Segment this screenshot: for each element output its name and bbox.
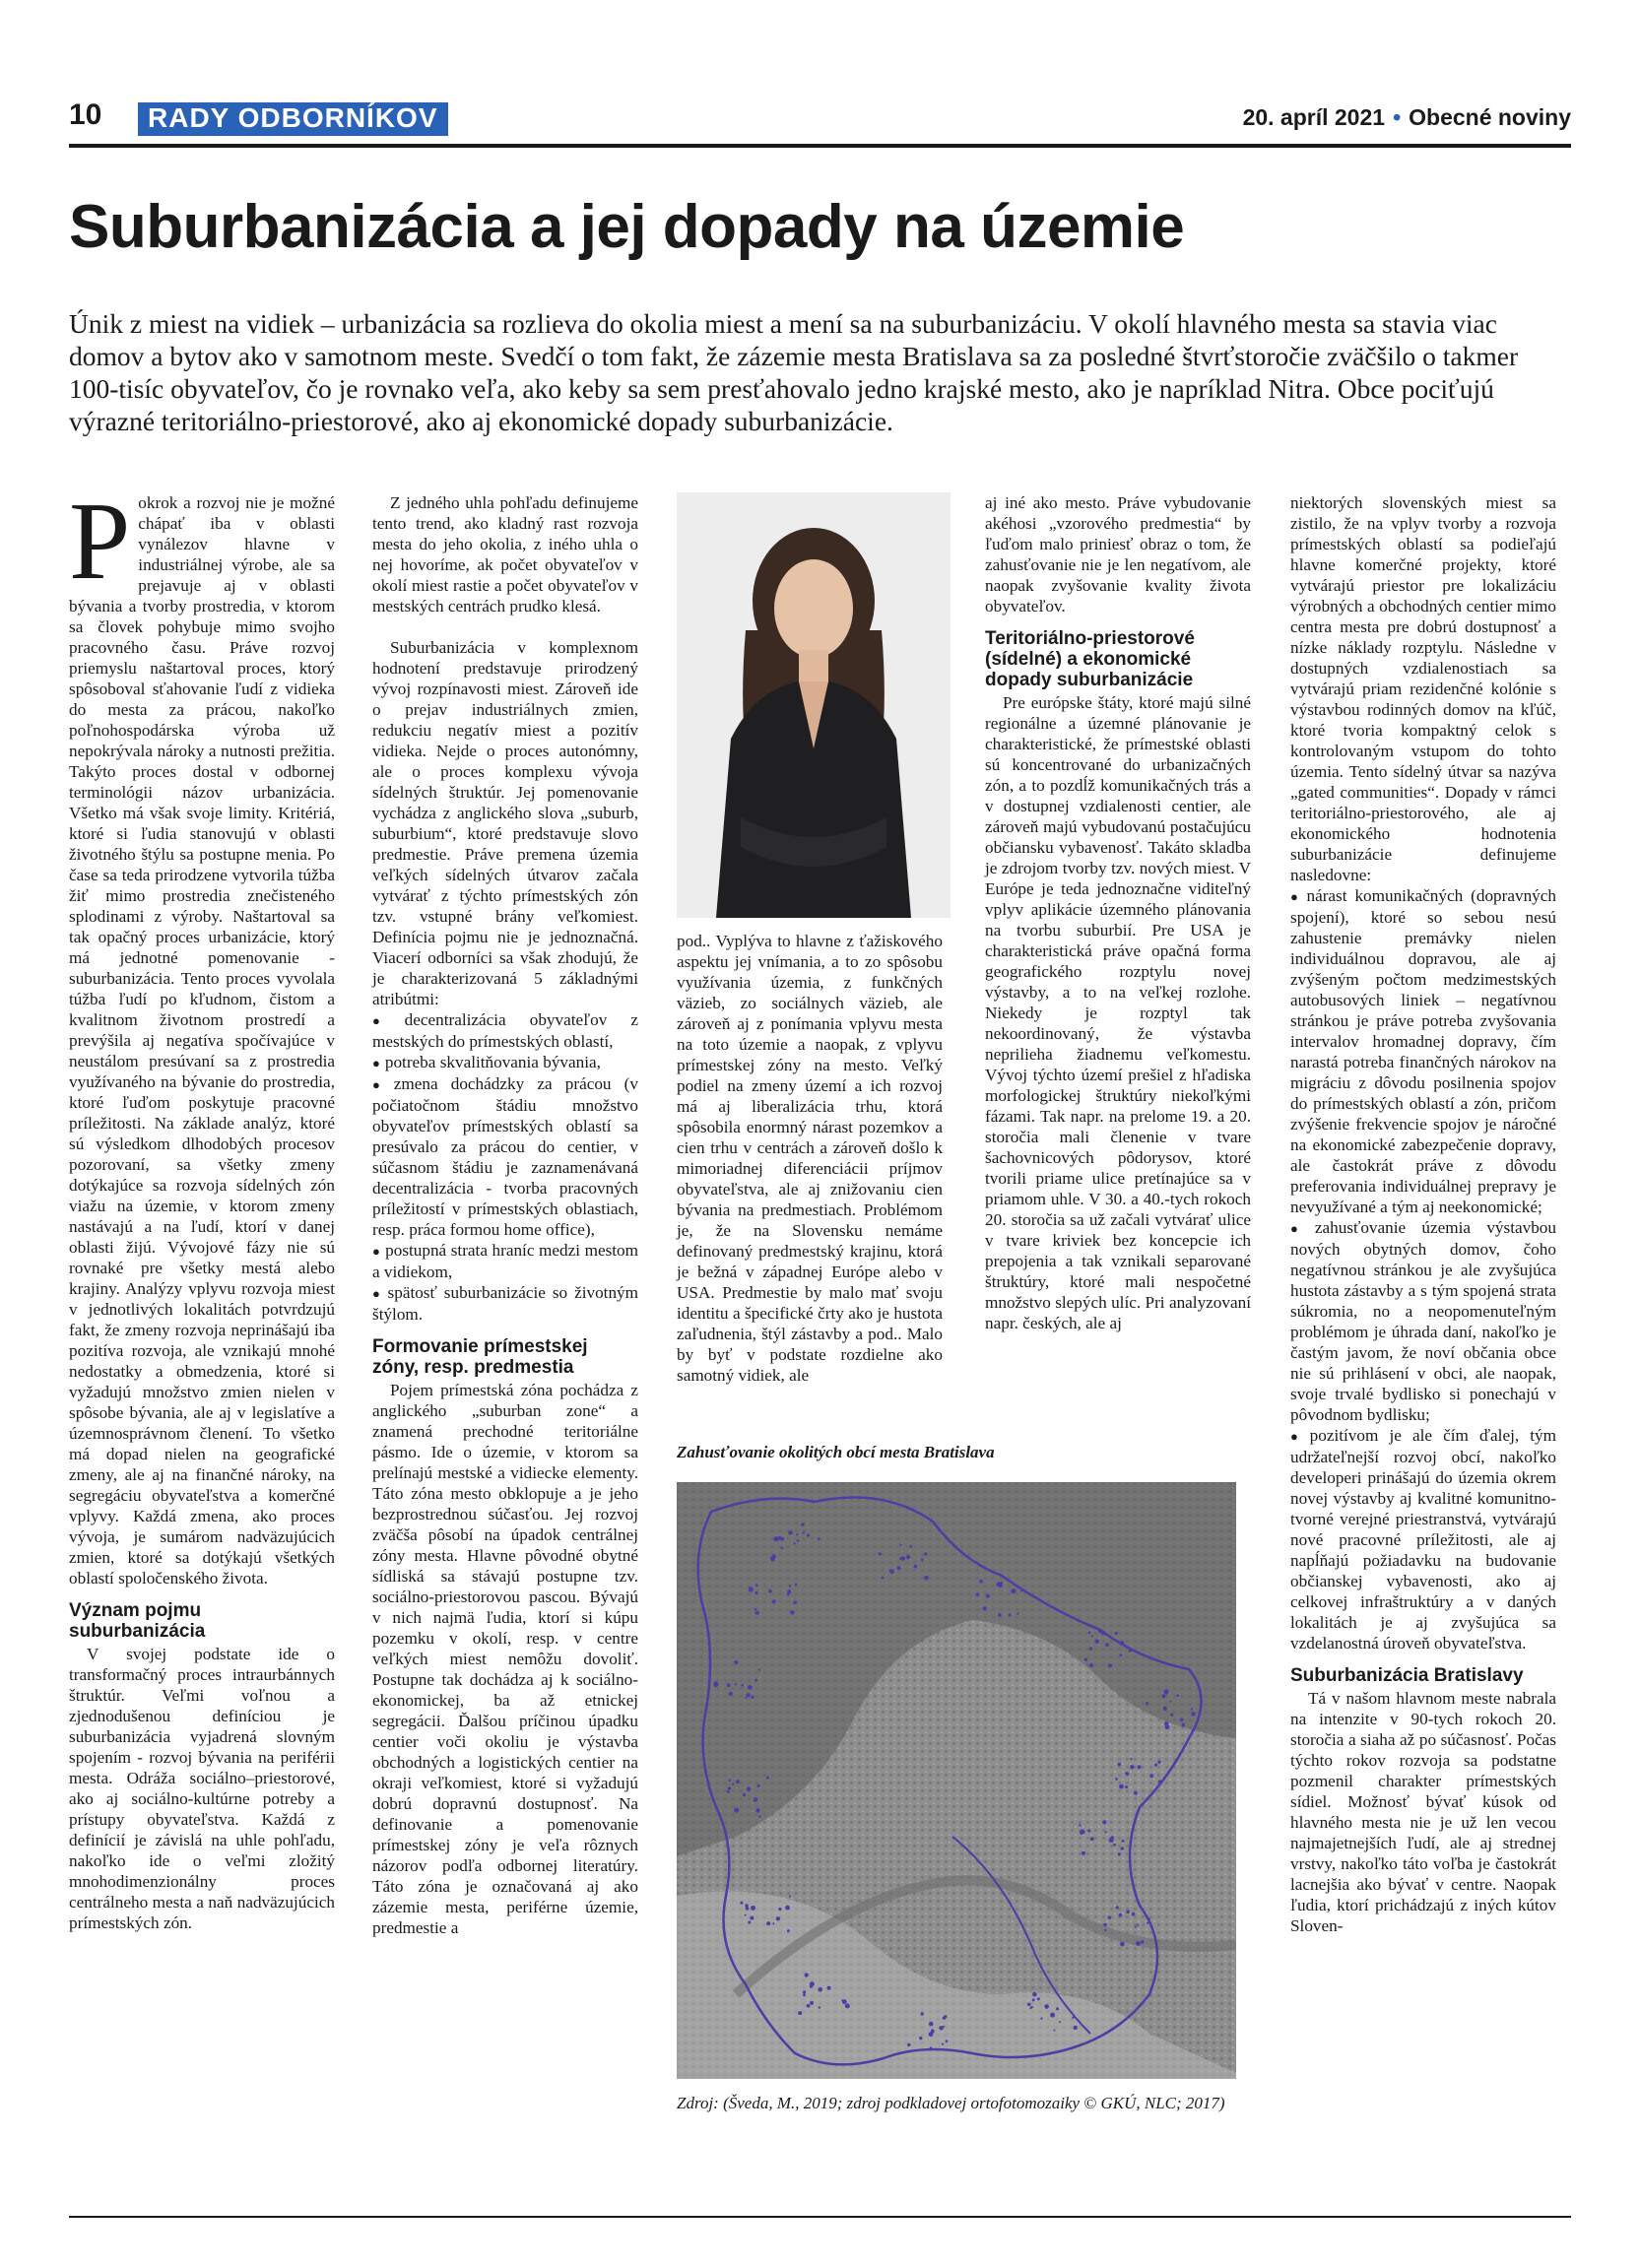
settlement-dot xyxy=(1116,1906,1119,1909)
settlement-dot xyxy=(998,1613,1002,1617)
settlement-dot xyxy=(1146,1702,1148,1705)
settlement-dot xyxy=(1079,1824,1081,1826)
settlement-dot xyxy=(774,1536,779,1541)
settlement-dot xyxy=(1105,1643,1109,1647)
settlement-dot xyxy=(1115,1778,1118,1781)
settlement-dot xyxy=(735,1683,737,1685)
settlement-dot xyxy=(1137,1924,1139,1926)
settlement-dot xyxy=(1129,1649,1132,1652)
col1-paragraph-1-text: okrok a rozvoj nie je možné chápať iba v oblasti vynálezov hlavne v industriálnej výrobe, ale sa prejavuje aj v oblasti bývania a tvorby prostredia, v ktorom sa človek pohybuje mimo svojho pracovného času. Práve rozvoj priemyslu naštartoval proces, ktorý spôsoboval sťahovanie ľudí z vidieka do mesta za prácou, nakoľko poľnohospodárska výroba už nepokrývala nároky a nutnosti prežitia. Takýto proces dostal v odbornej terminológii názov urbanizácia. Všetko má však svoje limity. Kritériá, ktoré si ľudia stanovujú v oblasti životného štýlu sa postupne menia. Po čase sa teda prirodzene vytvorila túžba žiť mimo prostredia znečisteného splodinami z výroby. Naštartoval sa tak opačný proces urbanizácie, ktorý má jednotné pomenovanie - suburbanizácia. Tento proces vyvolala túžba ľudí po kľudnom, čistom a kvalitnom životnom prostredí a prevýšila aj negatíva spočívajúce v neustálom presúvaní sa z prostredia využívaného na bývanie do prostredia, ktoré ľuďom poskytuje pracovné príležitosti. Na základe analýz, ktoré sú výsledkom dlhodobých procesov pozorovaní, sa všetky zmeny dotýkajúce sa rozvoja sídelných zón viažu na územie, v ktorom zmeny nastávajú a na ľudí, ktorí v danej oblasti žijú. Vývojové fázy nie sú rovnaké pre všetky mestá alebo krajiny. Analýzy vplyvu rozvoja miest v jednotlivých lokalitách potvrdzujú fakt, že zmeny rozvoja neprinášajú iba pozitíva rozvoja, ale vznikajú mnohé nedostatky a obmedzenia, ktoré si vyžadujú množstvo zmien nielen v spôsobe bývania, ale aj v legislatíve a územnosprávnom členení. To všetko má dopad nielen na geografické zmeny, ale aj na finančné nároky, na segregáciu obyvateľstva a komerčné vplyvy. Každá zmena, ako proces vývoja, je sumárom nadväzujúcich zmien, ktoré sa dotýkajú všetkých oblastí spoločenského života. xyxy=(69,493,335,1588)
settlement-dot xyxy=(797,1539,800,1542)
settlement-dot xyxy=(810,1981,815,1986)
settlement-dot xyxy=(755,1611,759,1615)
settlement-dot xyxy=(1056,2007,1059,2010)
settlement-dot xyxy=(1191,1709,1193,1711)
settlement-dot xyxy=(1032,1992,1037,1997)
settlement-dot xyxy=(745,1697,747,1699)
settlement-dot xyxy=(946,2040,949,2042)
settlement-dot xyxy=(1098,1629,1102,1633)
portrait-image xyxy=(677,492,951,918)
settlement-dot xyxy=(1017,1587,1018,1588)
settlement-dot xyxy=(1027,2003,1031,2007)
page-number: 10 xyxy=(69,98,102,131)
settlement-dot xyxy=(930,2046,932,2048)
separator-dot: • xyxy=(1393,104,1402,130)
settlement-dot xyxy=(787,1929,790,1932)
settlement-dot xyxy=(751,1906,755,1911)
settlement-dot xyxy=(1177,1694,1180,1697)
settlement-dot xyxy=(986,1594,990,1598)
settlement-dot xyxy=(1163,1707,1167,1711)
settlement-dot xyxy=(758,1816,760,1818)
settlement-dot xyxy=(1135,1926,1137,1928)
settlement-dot xyxy=(1102,1820,1106,1824)
map-figure xyxy=(677,1482,1236,2079)
settlement-dot xyxy=(897,1566,901,1570)
settlement-dot xyxy=(879,1552,882,1555)
settlement-dot xyxy=(1113,1844,1116,1847)
settlement-dot xyxy=(729,1780,732,1782)
col3-paragraph-1: pod.. Vyplýva to hlavne z ťažiskového aspektu jej vnímania, a to zo spôsobu využívania územia, z funkčných väzieb, zo sociálnych väzieb, ale zároveň aj z ponímania vplyvu mesta na toto územie a naopak, z vplyvu prímestskej zóny na mesto. Veľký podiel na zmeny území a ich rozvoj má aj liberalizácia trhu, ktorá spôsobila enormný nárast pozemkov a cien trhu v centrách a zároveň došlo k mimoriadnej diferenciácii príjmov obyvateľstva, ale aj znižovaniu cien bývania na predmestiach. Problémom je, že na Slovensku nemáme definovaný predmestský krajinu, ktorá je bežná v západnej Európe alebo v USA. Predmestie by malo mať svoju identitu a špecifické črty ako je hustota zaľudnenia, štýl zástavby a pod.. Malo by byť v podstate rozdielne ako samotný vidiek, ale xyxy=(677,932,943,1385)
subheading-vyznam: Význam pojmu suburbanizácia xyxy=(69,1600,206,1642)
settlement-dot xyxy=(939,2026,943,2030)
settlement-dot xyxy=(787,1593,790,1596)
settlement-dot xyxy=(789,1585,791,1587)
settlement-dot xyxy=(1126,1911,1130,1914)
settlement-dot xyxy=(1180,1718,1184,1722)
settlement-dot xyxy=(1118,1852,1121,1855)
settlement-dot xyxy=(754,1679,757,1682)
settlement-dot xyxy=(907,2043,910,2046)
subheading-formovanie: Formovanie prímestskej zóny, resp. predmestia xyxy=(372,1336,588,1378)
settlement-dot xyxy=(754,1608,757,1611)
settlement-dot xyxy=(1094,1640,1099,1645)
settlement-dot xyxy=(788,1530,793,1535)
settlement-dot xyxy=(1148,1917,1150,1920)
settlement-dot xyxy=(944,2015,947,2018)
settlement-dot xyxy=(755,1808,759,1812)
settlement-dot xyxy=(1170,1714,1173,1717)
settlement-dot xyxy=(793,1542,795,1544)
settlement-dot xyxy=(1119,1913,1123,1917)
settlement-dot xyxy=(1017,1613,1018,1615)
settlement-dot xyxy=(1040,2018,1042,2020)
settlement-dot xyxy=(1110,1836,1114,1840)
settlement-dot xyxy=(1130,1758,1132,1760)
list-item: ● nárast komunikačných (dopravných spojení), ktoré so sebou nesú zahustenie premávky nielen individuálnou dopravou, ale aj zvýšeným počtom medzimestských autobusových liniek – negatívnou stránkou je práve potreba zvyšovania intervalov hromadnej dopravy, čím narastá potreba finančných nárokov na migráciu z dôvodu posilnenia spojov do prímestských oblastí a zón, pričom zvýšenie frekvencie spojov je náročné na ekonomické zabezpečenie dopravy, ale častokrát práve z dôvodu preferovania individuálnej prepravy je nevyužívané a tým aj neekonomické; xyxy=(1290,885,1556,1217)
settlement-dot xyxy=(736,1780,740,1783)
settlement-dot xyxy=(748,1921,751,1924)
drop-cap: P xyxy=(69,481,131,603)
settlement-dot xyxy=(1009,1613,1012,1616)
settlement-dot xyxy=(793,1600,797,1604)
impact-list xyxy=(1290,885,1556,1653)
settlement-dot xyxy=(1108,1663,1112,1667)
settlement-dot xyxy=(1087,1830,1090,1833)
settlement-dot xyxy=(768,1589,772,1593)
settlement-dot xyxy=(803,1990,806,1993)
settlement-dot xyxy=(776,1916,780,1920)
settlement-dot xyxy=(1059,2021,1061,2023)
settlement-dot xyxy=(1119,1641,1124,1646)
settlement-dot xyxy=(1125,1773,1127,1775)
settlement-dot xyxy=(921,2012,924,2015)
settlement-dot xyxy=(845,2003,850,2008)
settlement-dot xyxy=(743,1793,746,1796)
settlement-dot xyxy=(983,1606,987,1610)
settlement-dot xyxy=(790,1610,795,1615)
settlement-dot xyxy=(803,1993,806,1996)
settlement-dot xyxy=(772,1599,776,1603)
settlement-dot xyxy=(746,1907,750,1911)
settlement-dot xyxy=(729,1692,733,1696)
settlement-dot xyxy=(1030,2006,1032,2008)
settlement-dot xyxy=(979,1580,983,1584)
col2-paragraph-1: Z jedného uhla pohľadu definujeme tento trend, ako kladný rast rozvoja mesta do jeho okolia, z iného uhla o nej hovoríme, ak počet obyvateľov v okolí miest rastie a počet obyvateľov v mestských centrách prudko klesá. xyxy=(372,493,638,616)
settlement-dot xyxy=(1130,1765,1134,1769)
settlement-dot xyxy=(781,1547,784,1550)
settlement-dot xyxy=(1141,1940,1144,1943)
settlement-dot xyxy=(772,1922,774,1924)
settlement-dot xyxy=(727,1683,731,1687)
settlement-dot xyxy=(742,1684,745,1687)
settlement-dot xyxy=(929,2022,934,2027)
settlement-dot xyxy=(750,1916,754,1920)
settlement-dot xyxy=(1158,1780,1161,1782)
col1-paragraph-2: V svojej podstate ide o transformačný proces intraurbánnych štruktúr. Veľmi voľnou a zjednodušenou definíciou je suburbanizácia vyjadrená slovným spojením - rozvoj bývania na periférii mesta. Odráža sociálno–priestorové, ako aj sociálno-kultúrne potreby a prístupy obyvateľstva. Každá z definícií je závislá na uhle pohľadu, nakoľko ide o veľmi zložitý mnohodimenzionálny proces centrálneho mesta a naň nadväzujúcich prímestských zón. xyxy=(69,1645,335,1932)
settlement-dot xyxy=(1011,1588,1016,1593)
subheading-bratislava: Suburbanizácia Bratislavy xyxy=(1290,1665,1524,1686)
settlement-dot xyxy=(1082,1851,1085,1855)
settlement-dot xyxy=(1089,1663,1093,1667)
settlement-dot xyxy=(899,1544,901,1546)
settlement-dot xyxy=(1115,1632,1118,1635)
column-5 xyxy=(1290,492,1556,2206)
settlement-dot xyxy=(755,1584,758,1587)
section-label: RADY ODBORNÍKOV xyxy=(138,102,448,136)
settlement-dot xyxy=(1169,1701,1171,1703)
settlement-dot xyxy=(1161,1694,1165,1698)
settlement-dot xyxy=(1136,1941,1141,1946)
issue-info xyxy=(1243,104,1571,131)
settlement-dot xyxy=(1132,1912,1136,1916)
settlement-dot xyxy=(906,1555,910,1559)
column-1 xyxy=(69,481,335,2206)
list-item: ● pozitívom je ale čím ďalej, tým udržateľnejší rozvoj obcí, nakoľko developeri prinášajú do územia okrem novej výstavby aj kvalitné komunitno-tvorné verejné priestranstvá, vytvárajú nové pracovné príležitosti, ale aj napĺňajú požiadavku na budovanie občianskej vybavenosti, ako aj celkovej infraštruktúry a v daných lokalitách je aj zvyšujúca sa vzdelanostná úroveň obyvateľstva. xyxy=(1290,1425,1556,1653)
list-item: ● potreba skvalitňovania bývania, xyxy=(372,1052,638,1073)
settlement-dot xyxy=(801,1523,805,1526)
settlement-dot xyxy=(745,1914,747,1916)
settlement-dot xyxy=(805,1973,809,1976)
list-item: ● spätosť suburbanizácie so životným štýlom. xyxy=(372,1282,638,1325)
map-source: Zdroj: (Šveda, M., 2019; zdroj podkladovej ortofotomozaiky © GKÚ, NLC; 2017) xyxy=(677,2094,1225,2112)
settlement-dot xyxy=(1182,1723,1186,1727)
column-2 xyxy=(372,492,638,2206)
settlement-dot xyxy=(749,1588,754,1592)
settlement-dot xyxy=(1103,1923,1106,1926)
settlement-dot xyxy=(789,1896,791,1898)
attribute-list xyxy=(372,1009,638,1325)
settlement-dot xyxy=(1120,1942,1125,1947)
settlement-dot xyxy=(1154,1764,1157,1767)
settlement-dot xyxy=(931,2030,935,2034)
settlement-dot xyxy=(1118,1763,1122,1767)
settlement-dot xyxy=(1072,2017,1074,2019)
settlement-dot xyxy=(1149,1774,1153,1778)
settlement-dot xyxy=(756,1784,759,1787)
settlement-dot xyxy=(1122,1840,1125,1843)
settlement-dot xyxy=(758,1669,760,1671)
list-item: ● zmena dochádzky za prácou (v počiatočnom štádiu množstvo obyvateľov prímestských oblastí sa presúvalo za prácou do centier, v súčasnom štádiu je zaznamenávaná decentralizácia - tvorba pracovných príležitostí v prímestských oblastiach, resp. práca formou home office), xyxy=(372,1073,638,1240)
settlement-dot xyxy=(1121,1847,1124,1849)
headline: Suburbanizácia a jej dopady na územie xyxy=(69,193,1185,261)
settlement-dot xyxy=(827,1986,831,1990)
orthophoto-map xyxy=(677,1482,1236,2079)
settlement-dot xyxy=(802,1531,805,1534)
settlement-dot xyxy=(747,1787,752,1792)
settlement-dot xyxy=(1104,1831,1106,1833)
author-photo xyxy=(677,492,951,918)
settlement-dot xyxy=(899,1557,902,1560)
settlement-dot xyxy=(1192,1714,1194,1716)
settlement-dot xyxy=(1050,2013,1055,2018)
settlement-dot xyxy=(1104,1929,1106,1931)
settlement-dot xyxy=(1000,1582,1003,1585)
column-4 xyxy=(985,492,1251,1438)
settlement-dot xyxy=(728,1786,732,1790)
col1-paragraph-1 xyxy=(69,481,335,1588)
settlement-dot xyxy=(1090,1837,1094,1841)
issue-date: 20. apríl 2021 xyxy=(1242,104,1386,130)
settlement-dot xyxy=(766,1777,769,1780)
settlement-dot xyxy=(748,1685,753,1690)
header-rule xyxy=(69,144,1571,148)
settlement-dot xyxy=(1119,1653,1122,1656)
settlement-dot xyxy=(713,1682,718,1687)
settlement-dot xyxy=(943,2026,945,2028)
settlement-dot xyxy=(754,1800,755,1802)
settlement-dot xyxy=(1091,1636,1093,1638)
settlement-dot xyxy=(754,1591,757,1594)
settlement-dot xyxy=(919,2037,922,2040)
map-caption: Zahusťovanie okolitých obcí mesta Bratislava xyxy=(677,1443,995,1461)
page-header xyxy=(69,98,1571,142)
settlement-dot xyxy=(1138,1765,1142,1769)
settlement-dot xyxy=(819,2006,820,2008)
settlement-dot xyxy=(1044,2004,1049,2009)
subheading-teritorialno: Teritoriálno-priestorové (sídelné) a ekonomické dopady suburbanizácie xyxy=(985,628,1195,690)
settlement-dot xyxy=(921,1558,924,1561)
col5-paragraph-1: niektorých slovenských miest sa zistilo, že na vplyv tvorby a rozvoja prímestských oblastí sa podieľajú hlavne komerčné projekty, ktoré vytvárajú priestor pre lokalizáciu výrobných a obchodných centier mimo centra mesta pre dobrú dostupnosť a nízke náklady rozptylu. Následne v dostupných vzdialenostiach sa vytvárajú priam rezidenčné kolónie s výstavbou rodinných domov na kľúč, ktoré tvoria kompaktný celok s kontrolovaným vstupom do tohto územia. Tento sídelný útvar sa nazýva „gated communities“. Dopady v rámci teritoriálno-priestorového, ale aj ekonomického hodnotenia suburbanizácie definujeme nasledovne: xyxy=(1290,493,1556,884)
settlement-dot xyxy=(778,1908,781,1911)
settlement-dot xyxy=(807,2004,811,2008)
settlement-dot xyxy=(924,1552,927,1555)
settlement-dot xyxy=(810,2001,814,2005)
settlement-dot xyxy=(1147,1922,1148,1924)
settlement-dot xyxy=(778,1536,782,1540)
settlement-dot xyxy=(1037,1997,1040,2000)
settlement-dot xyxy=(798,2011,802,2015)
settlement-dot xyxy=(746,1693,750,1697)
settlement-dot xyxy=(785,1906,790,1911)
settlement-dot xyxy=(734,1808,739,1813)
settlement-dot xyxy=(1032,1998,1035,2001)
settlement-dot xyxy=(740,1902,743,1905)
settlement-dot xyxy=(734,1661,736,1663)
settlement-dot xyxy=(889,1569,894,1574)
col2-paragraph-3: Pojem prímestská zóna pochádza z anglického „suburban zone“ a znamená prechodné teritoriálne pásmo. Ide o územie, v ktorom sa prelínajú mestské a vidiecke elementy. Táto zóna mesto obklopuje a je jeho bezprostrednou súčasťou. Jej rozvoj zväčša pôsobí na úpadok centrálnej zóny mesta. Hlavne pôvodné obytné sídliská sa stávajú postupne tzv. sociálno-priestorovou pascou. Bývajú v nich najmä ľudia, ktorí si kúpu pozemku v okolí, resp. v centre veľkých miest nemôžu dovoliť. Postupne tak dochádza aj k sociálno-ekonomickej, ba až etnickej segregácii. Ďalšou príčinou úpadku centier voči okoliu je výstavba obchodných a logistických centier na okraji veľkomiest, ktoré si vyžadujú dobrú dopravnú dostupnosť. Na definovanie a pomenovanie prímestskej zóny je veľa rôznych názorov podľa odbornej literatúry. Táto zóna je označovaná aj ako zázemie mesta, periférne územie, predmestie a xyxy=(372,1381,638,1937)
settlement-dot xyxy=(1054,2030,1056,2032)
settlement-dot xyxy=(818,1537,820,1540)
settlement-dot xyxy=(1119,1784,1124,1789)
footer-rule xyxy=(69,2216,1571,2218)
settlement-dot xyxy=(882,1577,885,1580)
settlement-dot xyxy=(909,1545,912,1548)
settlement-dot xyxy=(1157,1761,1160,1764)
settlement-dot xyxy=(1089,1647,1092,1650)
settlement-dot xyxy=(818,1987,822,1992)
settlement-dot xyxy=(727,1790,730,1793)
settlement-dot xyxy=(807,1534,810,1537)
col5-paragraph-2: Tá v našom hlavnom meste nabrala na intenzite v 90-tych rokoch 20. storočia a siaha až po súčasnosť. Počas týchto rokov rozvoja sa podstatne pozmenil charakter prímestských sídiel. Možnosť bývať kúsok od hlavného mesta nie je už len vecou najmajetnejších ľudí, ale aj strednej vrstvy, nakoľko táto voľba je častokrát lacnejšia ako bývať v centre. Naopak ľudia, ktorí prichádzajú z iných kútov Sloven- xyxy=(1290,1689,1556,1935)
settlement-dot xyxy=(1088,1631,1091,1634)
settlement-dot xyxy=(942,2043,944,2045)
settlement-dot xyxy=(914,1565,918,1569)
list-item: ● zahusťovanie územia výstavbou nových obytných domov, čoho negatívnou stránkou je ale zvyšujúca hustota zástavby a s tým spojená strata súkromia, no a neopomenuteľným problémom je úhrada daní, nakoľko je častým javom, že noví občania obce nie sú prihlásení v obci, ale naopak, svoje trvalé bydlisko si ponechajú v pôvodnom bydlisku; xyxy=(1290,1217,1556,1425)
settlement-dot xyxy=(770,1556,775,1561)
list-item: ● postupná strata hraníc medzi mestom a vidiekom, xyxy=(372,1240,638,1282)
settlement-dot xyxy=(1108,1916,1111,1919)
settlement-dot xyxy=(1164,1721,1168,1725)
settlement-dot xyxy=(796,1533,798,1535)
settlement-dot xyxy=(841,1999,843,2001)
col2-paragraph-2: Suburbanizácia v komplexnom hodnotení predstavuje prirodzený vývoj rozpínavosti miest. Zároveň ide o prejav industriálnych zmien, redukciu negatív miest a pozitív vidieka. Nejde o proces autonómny, ale o proces komplexu vývoja sídelných štruktúr. Jej pomenovanie vychádza z anglického slova „suburb, suburbium“, ktoré predstavuje slovo predmestie. Práve premena územia veľkých sídelných útvarov začala vytvárať z týchto prímestských zón tzv. vstupné brány veľkomiest. Definícia pojmu nie je jednoznačná. Viacerí odborníci sa však zhodujú, že je charakterizovaná 5 základnými atribútmi: xyxy=(372,638,638,1008)
publication-name: Obecné noviny xyxy=(1409,104,1571,130)
settlement-dot xyxy=(924,1576,929,1581)
settlement-dot xyxy=(1081,1830,1085,1835)
settlement-dot xyxy=(1074,2026,1078,2030)
settlement-dot xyxy=(1020,1590,1022,1592)
col4-paragraph-2: Pre európske štáty, ktoré majú silné regionálne a územné plánovanie je charakteristické, že prímestské oblasti sú koncentrované do urbanizačných zón, a to pozdĺž komunikačných trás a v dostupnej vzdialenosti centier, ale zároveň majú vybudovanú postačujúcu občiansku vybavenosť. Takáto skladba je zdrojom tvorby tzv. nových miest. V Európe je teda jednoznačne viditeľný vplyv aplikácie územného plánovania na tvorbu suburbií. Pre USA je charakteristická práve opačná forma geografického rozptylu novej výstavby, a to na veľkej rozlohe. Niekedy je rozptyl tak nekoordinovaný, že výstavba neprilieha žiadnemu veľkomestu. Vývoj týchto území prešiel z hľadiska morfologickej štruktúry niekoľkými fázami. Tak napr. na prelome 19. a 20. storočia mali členenie v tvare šachovnicových pôdorysov, ktoré tvorili priame ulice pretínajúce sa v priamom uhle. V 30. a 40.-tych rokoch 20. storočia sa už začali vytvárať ulice v tvare kriviek bez koncepcie ich prepojenia a tak vznikali separované štruktúry, ktoré mali nespočetné množstvo slepých ulíc. Pri analyzovaní napr. českých, ale aj xyxy=(985,693,1251,1332)
settlement-dot xyxy=(766,1921,770,1925)
settlement-dot xyxy=(1084,1658,1087,1661)
settlement-dot xyxy=(1125,1785,1128,1788)
settlement-dot xyxy=(751,1696,754,1699)
settlement-dot xyxy=(1163,1689,1168,1694)
list-item: ● decentralizácia obyvateľov z mestských do prímestských oblastí, xyxy=(372,1009,638,1052)
settlement-dot xyxy=(1134,1791,1138,1795)
settlement-dot xyxy=(976,1593,980,1597)
settlement-dot xyxy=(795,1584,798,1587)
lead-paragraph: Únik z miest na vidiek – urbanizácia sa rozlieva do okolia miest a mení sa na suburbanizáciu. V okolí hlavného mesta sa stavia viac domov a bytov ako v samotnom meste. Svedčí o tom fakt, že zázemie mesta Bratislava sa za posledné štvrťstoročie zväčšilo o takmer 100-tisíc obyvateľov, čo je rovnako veľa, ako keby sa sem presťahovalo jedno krajské mesto, ako je napríklad Nitra. Obce pociťujú výrazné teritoriálno-priestorové, ako aj ekonomické dopady suburbanizácie. xyxy=(69,308,1519,436)
settlement-dot xyxy=(732,1783,734,1785)
col4-paragraph-1: aj iné ako mesto. Práve vybudovanie akéhosi „vzorového predmestia“ by ľuďom malo priniesť obraz o tom, že zahusťovanie nie je len negatívom, ale naopak zvyšovanie kvality života obyvateľov. xyxy=(985,493,1251,616)
column-3 xyxy=(677,931,943,1423)
